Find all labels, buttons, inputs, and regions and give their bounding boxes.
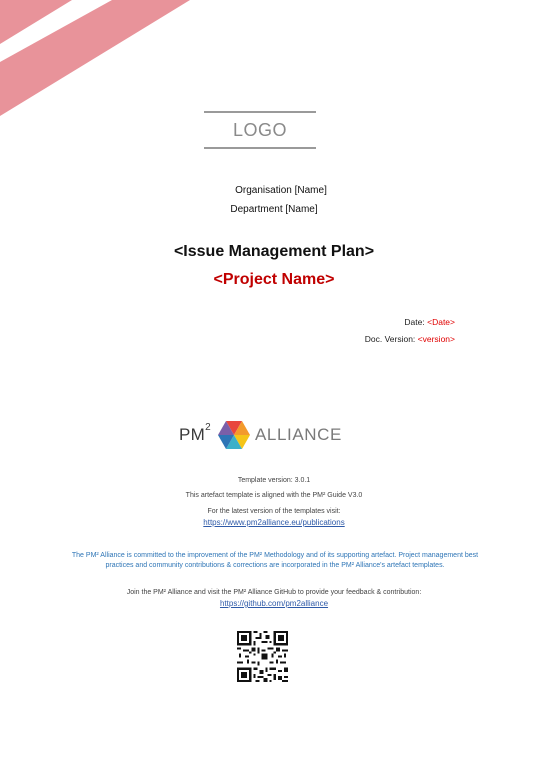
- department-line: Department [Name]: [230, 204, 318, 215]
- version-value: <version>: [417, 334, 455, 344]
- guide-alignment-note: This artefact template is aligned with the PM² Guide V3.0: [185, 492, 363, 499]
- alliance-wordmark: ALLIANCE: [254, 425, 342, 444]
- pm2-wordmark: $PM^2$: [179, 422, 211, 444]
- date-field: [404, 317, 455, 327]
- date-value: <Date>: [427, 317, 455, 327]
- github-link[interactable]: https://github.com/pm2alliance: [219, 599, 329, 608]
- version-label: Doc. Version:: [364, 334, 418, 344]
- corner-stripes-decoration: [0, 0, 200, 120]
- logo-text: LOGO: [232, 119, 287, 140]
- date-label: Date:: [404, 317, 428, 327]
- organisation-line: Organisation [Name]: [235, 185, 327, 196]
- publications-line: [0, 518, 548, 527]
- template-version: Template version: 3.0.1: [237, 477, 311, 484]
- latest-version-note: For the latest version of the templates visit:: [207, 508, 341, 515]
- pm2-alliance-logo: [179, 420, 342, 450]
- github-line: [0, 599, 548, 608]
- qr-code-icon: [237, 631, 288, 682]
- hexagon-logo-icon: [217, 420, 251, 450]
- document-title: <Issue Management Plan>: [173, 243, 375, 260]
- publications-link[interactable]: https://www.pm2alliance.eu/publications: [203, 518, 345, 527]
- commitment-paragraph: The PM² Alliance is committed to the improvement of the PM² Methodology and of its supporting artefact. Project management best practices and community contributions & corrections are incorporated in the PM² Alliance's artefact templates.: [71, 552, 479, 569]
- version-field: [365, 334, 455, 344]
- join-note: Join the PM² Alliance and visit the PM² Alliance GitHub to provide your feedback & contribution:: [126, 589, 422, 596]
- logo-placeholder: [204, 111, 316, 149]
- project-name: <Project Name>: [213, 271, 335, 288]
